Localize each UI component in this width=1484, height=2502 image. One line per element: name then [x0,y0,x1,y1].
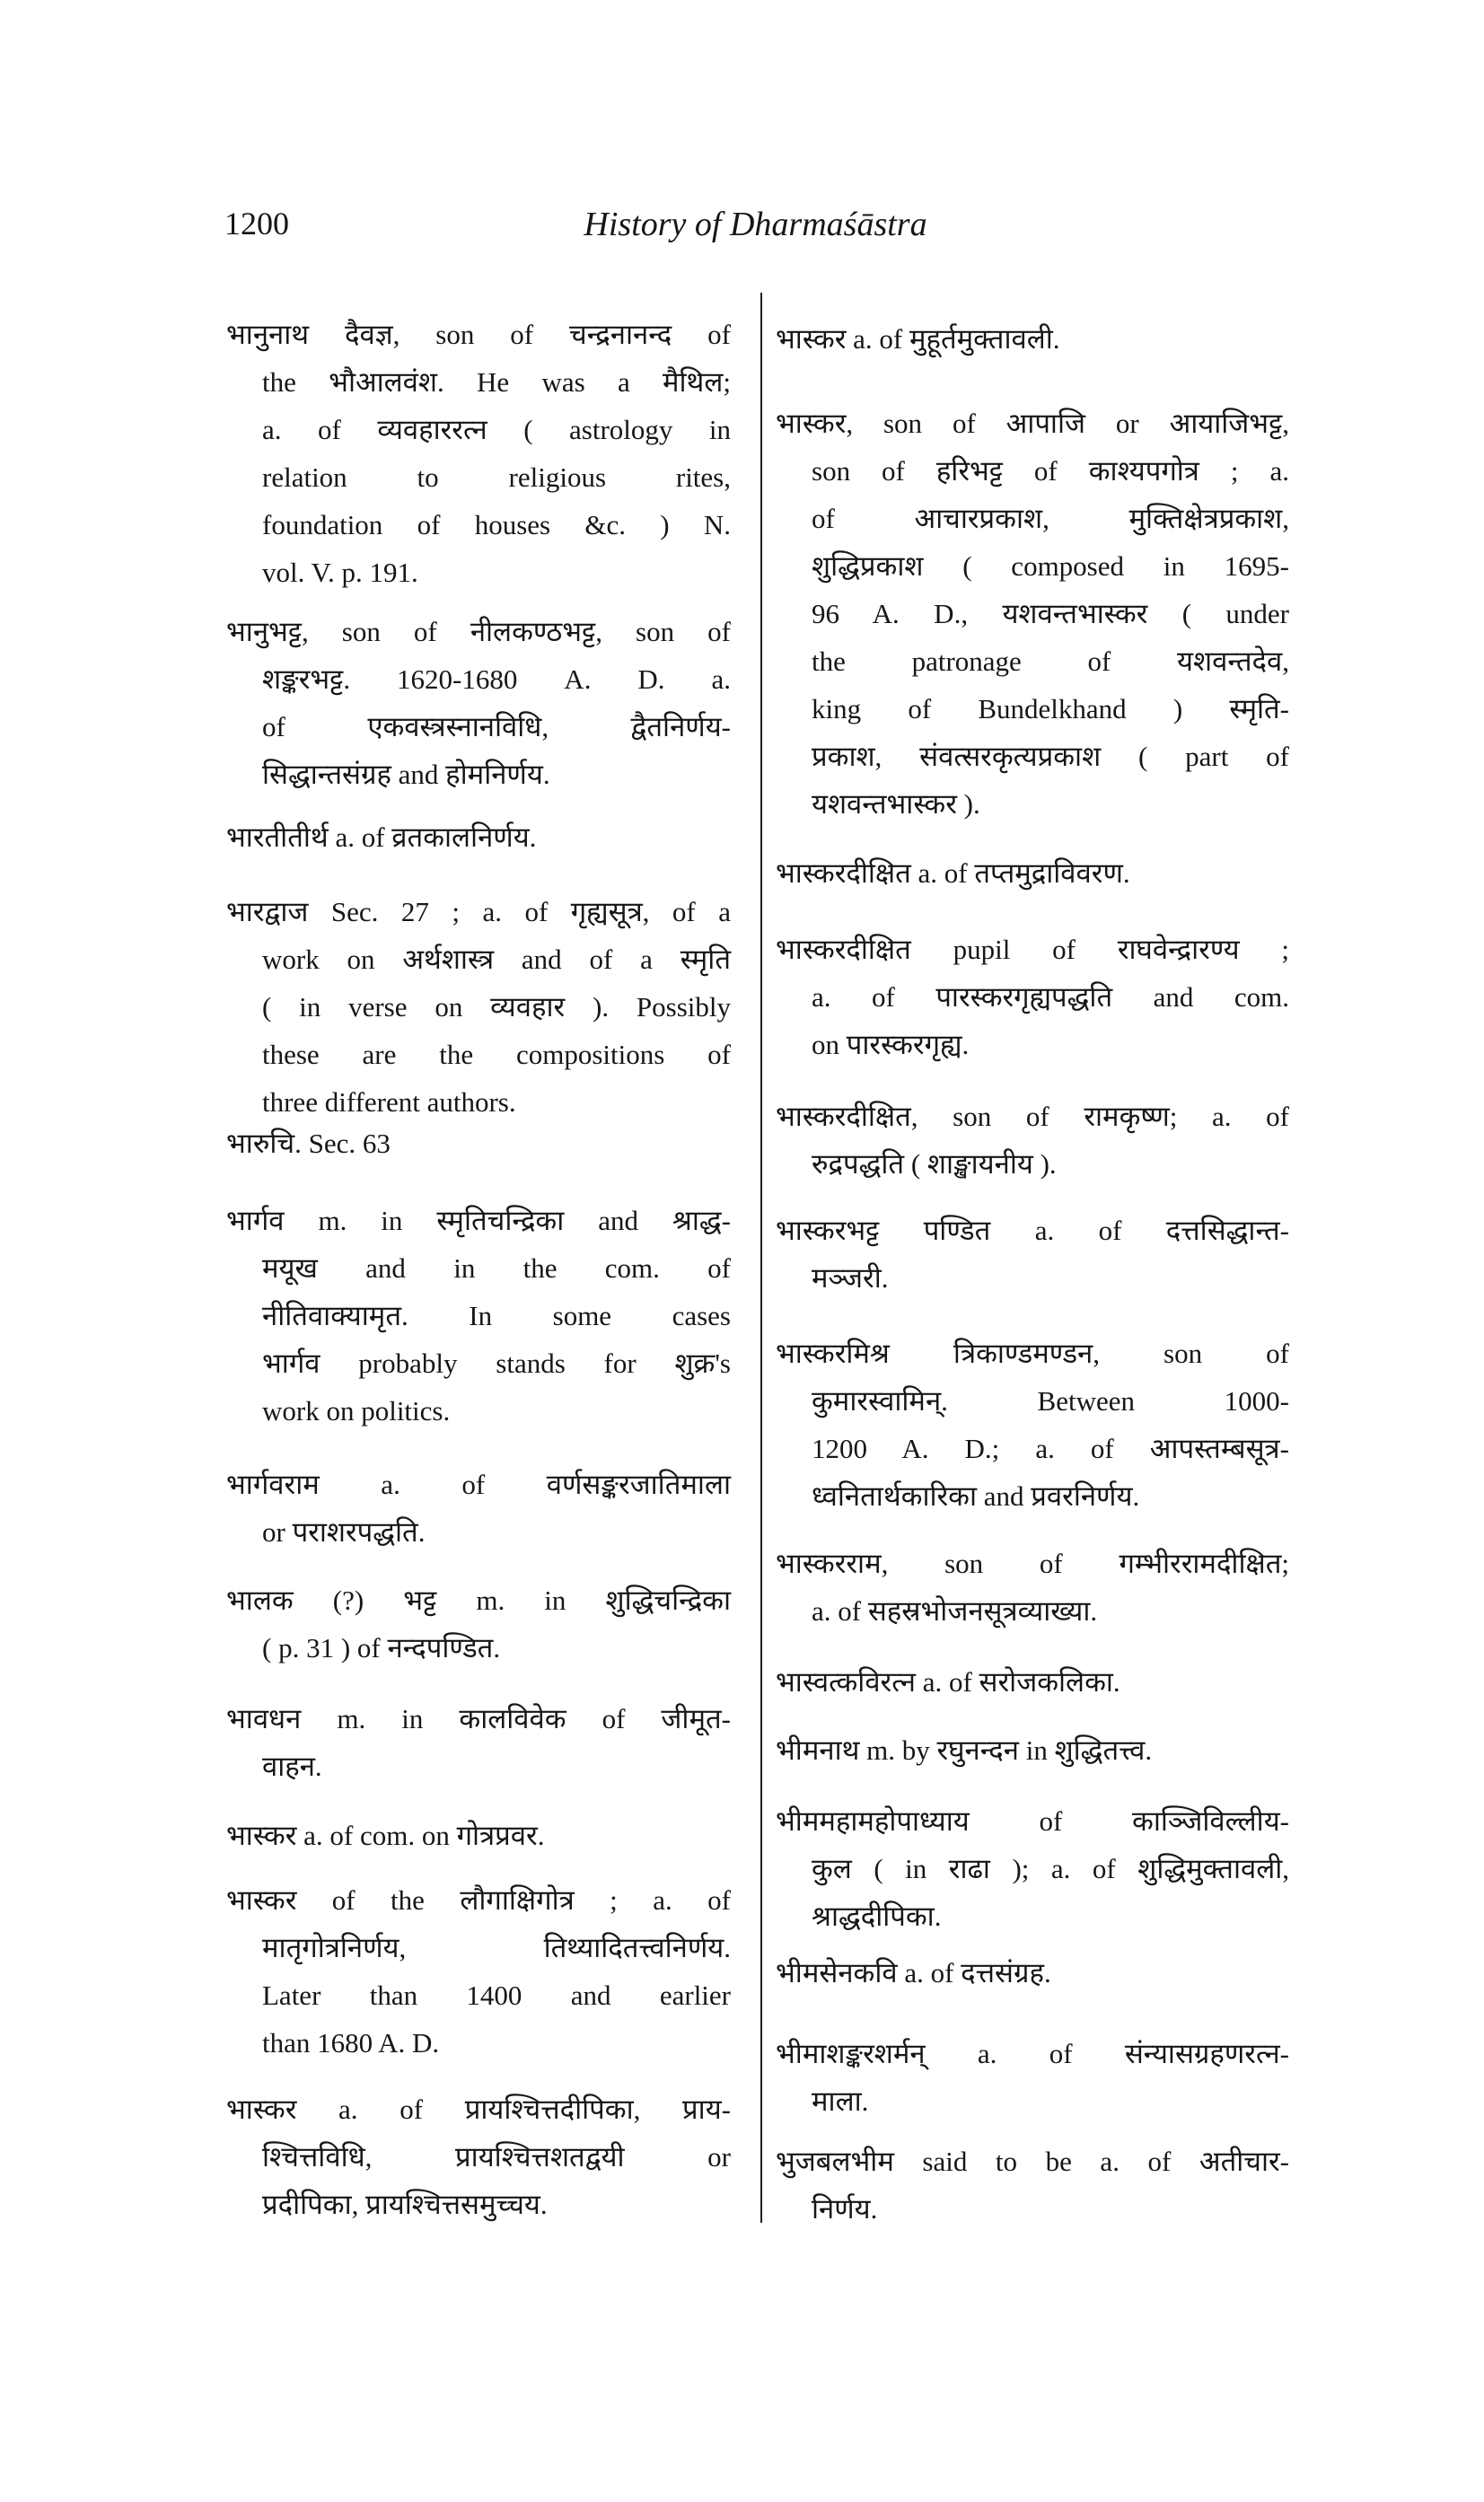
entry-line: प्रदीपिका, प्रायश्चित्तसमुच्चय. [262,2189,548,2220]
page-number: 1200 [224,206,289,241]
index-entry [776,1949,1289,1997]
entry-headword-line: भीमनाथ m. by रघुनन्दन in शुद्धितत्त्व. [776,1734,1153,1766]
entry-line: or पराशरपद्धति. [262,1516,426,1548]
entry-line: प्रकाश, संवत्सरकृत्यप्रकाश ( part of [812,741,1289,772]
index-entry [226,888,731,1126]
index-entry [776,399,1289,828]
index-entry [226,2085,731,2228]
index-entry [776,315,1289,363]
entry-line: शङ्करभट्ट. 1620-1680 A. D. a. [262,663,731,695]
entry-line: 96 A. D., यशवन्तभास्कर ( under [812,598,1289,629]
index-entry [776,1330,1289,1520]
entry-line: of आचारप्रकाश, मुक्तिक्षेत्रप्रकाश, [812,503,1289,534]
entry-headword-line: भास्कर a. of com. on गोत्रप्रवर. [226,1820,545,1851]
entry-headword-line: भारुचि. Sec. 63 [226,1128,391,1159]
entry-headword-line: भास्करदीक्षित, son of रामकृष्ण; a. of [776,1101,1289,1132]
index-entry [226,1461,731,1556]
index-entry [776,2138,1289,2233]
entry-line: a. of सहस्रभोजनसूत्रव्याख्या. [812,1595,1098,1627]
index-entry [776,1797,1289,1940]
entry-headword-line: भीममहामहोपाध्याय of काञ्जिविल्लीय- [776,1805,1289,1837]
entry-line: ( in verse on व्यवहार ). Possibly [262,991,731,1023]
running-title: History of Dharmaśāstra [584,206,927,243]
index-entry [226,1695,731,1790]
entry-headword-line: भास्करदीक्षित a. of तप्तमुद्राविवरण. [776,857,1130,889]
entry-line: मातृगोत्रनिर्णय, तिथ्यादितत्त्वनिर्णय. [262,1932,731,1963]
entry-headword-line: भास्कर, son of आपाजि or आयाजिभट्ट, [776,408,1289,439]
entry-line: foundation of houses &c. ) N. [262,509,731,540]
entry-headword-line: भास्कर a. of मुहूर्तमुक्तावली. [776,323,1060,355]
entry-headword-line: भानुनाथ दैवज्ञ, son of चन्द्रनानन्द of [226,319,731,350]
entry-line: ( p. 31 ) of नन्दपण्डित. [262,1632,501,1664]
entry-headword-line: भारद्वाज Sec. 27 ; a. of गृह्यसूत्र, of a [226,896,731,927]
entry-headword-line: भारतीतीर्थ a. of व्रतकालनिर्णय. [226,821,537,853]
entry-line: 1200 A. D.; a. of आपस्तम्बसूत्र- [812,1433,1289,1464]
entry-headword-line: भार्गवराम a. of वर्णसङ्करजातिमाला [226,1469,731,1500]
index-entry [226,1576,731,1672]
entry-line: यशवन्तभास्कर ). [812,788,980,820]
entry-headword-line: भावधन m. in कालविवेक of जीमूत- [226,1703,731,1734]
entry-line: on पारस्करगृह्य. [812,1029,970,1060]
entry-line: श्चित्तविधि, प्रायश्चित्तशतद्वयी or [262,2141,731,2173]
index-entry [776,1658,1289,1706]
index-entry [226,311,731,596]
index-entry [776,926,1289,1068]
entry-line: than 1680 A. D. [262,2027,440,2059]
entry-line: work on politics. [262,1395,451,1427]
entry-line: श्राद्धदीपिका. [812,1901,942,1932]
index-entry [226,608,731,798]
entry-headword-line: भास्वत्कविरत्न a. of सरोजकलिका. [776,1666,1120,1698]
entry-line: work on अर्थशास्त्र and of a स्मृति [262,944,731,975]
index-entry [776,1207,1289,1302]
index-entry [226,1812,731,1859]
entry-line: king of Bundelkhand ) स्मृति- [812,693,1289,724]
index-entry [776,2030,1289,2125]
entry-line: सिद्धान्तसंग्रह and होमनिर्णय. [262,759,550,790]
entry-headword-line: भुजबलभीम said to be a. of अतीचार- [776,2146,1289,2177]
entry-headword-line: भास्करराम, son of गम्भीररामदीक्षित; [776,1548,1289,1579]
entry-line: the patronage of यशवन्तदेव, [812,645,1289,677]
entry-line: three different authors. [262,1086,516,1118]
entry-line: वाहन. [262,1751,322,1782]
entry-headword-line: भास्करदीक्षित pupil of राघवेन्द्रारण्य ; [776,934,1289,965]
entry-line: of एकवस्त्रस्नानविधि, द्वैतनिर्णय- [262,711,731,742]
entry-line: माला. [812,2085,869,2117]
entry-line: भार्गव probably stands for शुक्र's [262,1348,731,1379]
entry-line: a. of व्यवहाररत्न ( astrology in [262,414,731,445]
entry-line: कुल ( in राढा ); a. of शुद्धिमुक्तावली, [812,1853,1289,1884]
entry-headword-line: भास्करमिश्र त्रिकाण्डमण्डन, son of [776,1338,1289,1369]
index-entry [776,1093,1289,1188]
index-entry [226,1197,731,1435]
index-entry [226,1876,731,2067]
index-entry [226,1119,731,1167]
entry-headword-line: भार्गव m. in स्मृतिचन्द्रिका and श्राद्ध- [226,1205,731,1236]
entry-line: these are the compositions of [262,1039,731,1070]
entry-line: मञ्जरी. [812,1262,889,1294]
entry-headword-line: भीमाशङ्करशर्मन् a. of संन्यासग्रहणरत्न- [776,2038,1289,2069]
entry-headword-line: भीमसेनकवि a. of दत्तसंग्रह. [776,1957,1051,1988]
entry-line: कुमारस्वामिन्. Between 1000- [812,1385,1289,1417]
entry-line: शुद्धिप्रकाश ( composed in 1695- [812,550,1289,582]
entry-line: मयूख and in the com. of [262,1252,731,1284]
entry-line: निर्णय. [812,2193,878,2225]
entry-line: vol. V. p. 191. [262,557,418,588]
entry-line: son of हरिभट्ट of काश्यपगोत्र ; a. [812,455,1289,487]
index-entry [776,1726,1289,1774]
entry-headword-line: भानुभट्ट, son of नीलकण्ठभट्ट, son of [226,616,731,647]
entry-headword-line: भास्करभट्ट पण्डित a. of दत्तसिद्धान्त- [776,1215,1289,1246]
index-entry [776,1540,1289,1635]
column-divider [760,293,762,2223]
entry-line: रुद्रपद्धति ( शाङ्खायनीय ). [812,1148,1057,1180]
entry-line: relation to religious rites, [262,461,731,493]
entry-line: a. of पारस्करगृह्यपद्धति and com. [812,981,1289,1013]
entry-line: ध्वनितार्थकारिका and प्रवरनिर्णय. [812,1480,1140,1512]
entry-line: Later than 1400 and earlier [262,1980,731,2011]
entry-headword-line: भास्कर of the लौगाक्षिगोत्र ; a. of [226,1884,731,1916]
entry-line: नीतिवाक्यामृत. In some cases [262,1300,731,1331]
index-entry [226,813,731,861]
entry-headword-line: भालक (?) भट्ट m. in शुद्धिचन्द्रिका [226,1585,731,1616]
entry-line: the भौआलवंश. He was a मैथिल; [262,366,731,398]
entry-headword-line: भास्कर a. of प्रायश्चित्तदीपिका, प्राय- [226,2094,731,2125]
index-entry [776,849,1289,897]
